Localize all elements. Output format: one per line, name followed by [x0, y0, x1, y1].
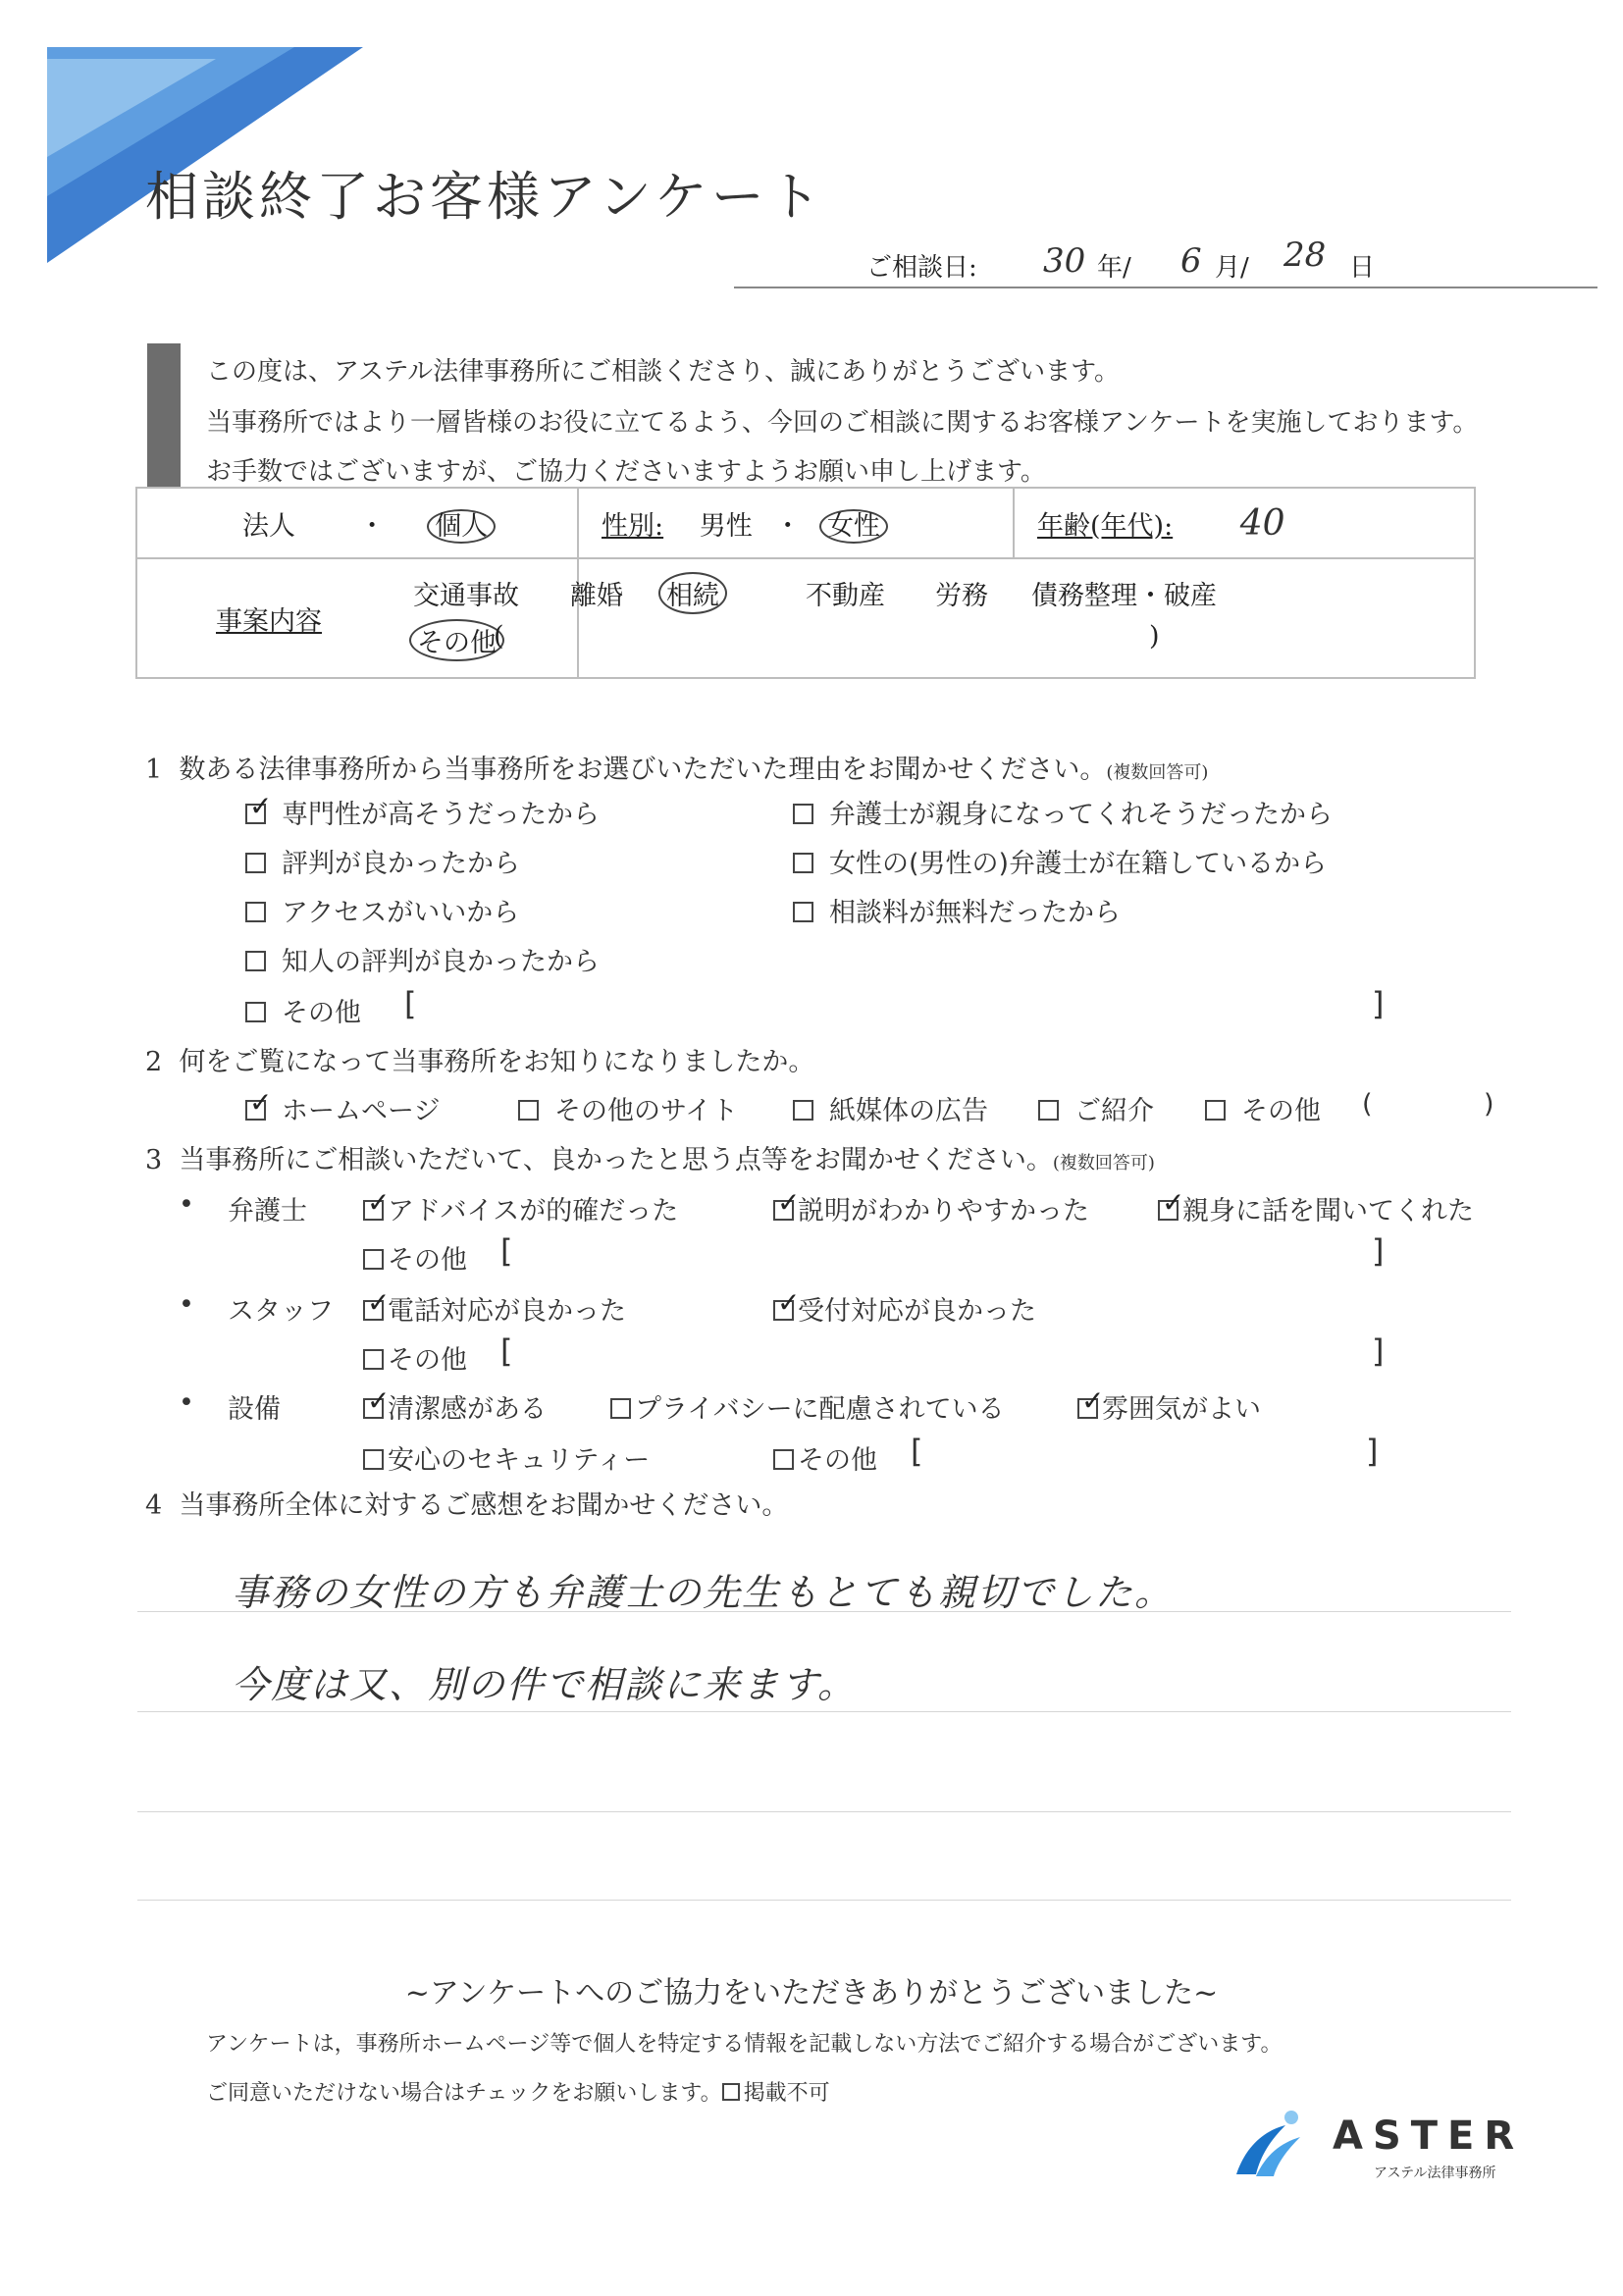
no-publish-checkbox[interactable] [722, 2083, 740, 2101]
logo-subtitle: アステル法律事務所 [1374, 2166, 1496, 2181]
q1-option-expertise[interactable]: ✓専門性が高そうだったから [245, 793, 600, 831]
checkbox[interactable] [245, 853, 266, 873]
checkbox[interactable] [793, 902, 813, 922]
date-year: 30 [1043, 241, 1086, 281]
checkbox[interactable] [245, 804, 266, 824]
checkbox[interactable] [363, 1200, 384, 1221]
aster-logo-icon [1227, 2106, 1315, 2184]
q1-option-gender-lawyer[interactable]: 女性の(男性の)弁護士が在籍しているから [793, 842, 1327, 880]
case-options-cell [413, 558, 1475, 678]
question-1 [145, 748, 1208, 786]
checkbox[interactable] [363, 1398, 384, 1419]
checkbox[interactable] [245, 1100, 266, 1121]
checkbox[interactable] [245, 1002, 266, 1022]
aster-logo [1227, 2106, 1550, 2184]
case-divorce[interactable]: 離婚 [570, 581, 623, 611]
date-month: 6 [1180, 241, 1202, 281]
age-label: 年齢(年代): [1037, 510, 1174, 542]
checkbox[interactable] [245, 951, 266, 971]
client-type-separator: ・ [358, 510, 386, 542]
question-1-text: 数ある法律事務所から当事務所をお選びいただいた理由をお聞かせください。 [179, 755, 1107, 785]
question-2 [145, 1040, 814, 1078]
checkbox[interactable] [793, 1100, 813, 1121]
comment-line-1: 事務の女性の方も弁護士の先生もとても親切でした。 [232, 1571, 1175, 1614]
case-label: 事案内容 [216, 605, 322, 637]
case-labor[interactable]: 労務 [935, 581, 988, 611]
footer-note-2: ご同意いただけない場合はチェックをお願いします。 [206, 2081, 722, 2106]
case-other-close: ) [1149, 621, 1160, 652]
gender-female[interactable]: 女性 [819, 509, 888, 544]
question-4 [145, 1484, 788, 1522]
question-4-number: 4 [145, 1490, 163, 1521]
q2-option-print-ad[interactable]: 紙媒体の広告 [793, 1089, 988, 1127]
q3-staff-phone[interactable]: ✓ 電話対応が良かった [363, 1289, 626, 1328]
case-inheritance[interactable]: 相続 [658, 572, 727, 614]
bullet: • [179, 1289, 194, 1320]
checkbox[interactable] [518, 1100, 539, 1121]
checkbox[interactable] [610, 1398, 631, 1419]
date-label: ご相談日: [866, 253, 977, 283]
question-1-number: 1 [145, 755, 163, 785]
comment-area[interactable] [137, 1527, 1511, 1917]
q3-lawyer-listened[interactable]: ✓ 親身に話を聞いてくれた [1158, 1189, 1474, 1227]
customer-info-table [135, 487, 1476, 679]
intro-accent-bar [147, 343, 181, 487]
question-4-text: 当事務所全体に対するご感想をお聞かせください。 [179, 1490, 789, 1521]
q3-facility-bracket-open: [ [911, 1433, 923, 1470]
date-year-unit: 年/ [1097, 253, 1131, 283]
checkbox[interactable] [363, 1449, 384, 1470]
q3-lawyer-accurate-advice[interactable]: ✓ アドバイスが的確だった [363, 1189, 678, 1227]
question-3-text: 当事務所にご相談いただいて、良かったと思う点等をお聞かせください。 [179, 1145, 1053, 1175]
gender-separator: ・ [774, 510, 802, 542]
q2-option-referral[interactable]: ご紹介 [1038, 1089, 1154, 1127]
case-real-estate[interactable]: 不動産 [806, 581, 885, 611]
intro-line-2: 当事務所ではより一層皆様のお役に立てるよう、今回のご相談に関するお客様アンケートを実施しております。 [206, 408, 1479, 438]
logo-name: ASTER [1333, 2113, 1525, 2159]
checkbox[interactable] [1038, 1100, 1059, 1121]
q1-option-acquaintance[interactable]: 知人の評判が良かったから [245, 940, 600, 978]
q3-staff-reception[interactable]: ✓ 受付対応が良かった [773, 1289, 1036, 1328]
client-type-corporate[interactable]: 法人 [242, 510, 295, 542]
intro-line-1: この度は、アステル法律事務所にご相談くださり、誠にありがとうございます。 [206, 357, 1121, 387]
question-2-text: 何をご覧になって当事務所をお知りになりましたか。 [179, 1047, 815, 1077]
page-title: 相談終了お客様アンケート [145, 166, 825, 228]
checkbox[interactable] [773, 1200, 794, 1221]
checkbox[interactable] [1205, 1100, 1226, 1121]
question-3-number: 3 [145, 1145, 163, 1175]
bullet: • [179, 1387, 194, 1418]
footer-note-1: アンケートは，事務所ホームページ等で個人を特定する情報を記載しない方法でご紹介する場合がございます。 [206, 2032, 1283, 2057]
q2-option-other-site[interactable]: その他のサイト [518, 1089, 738, 1127]
q1-option-free-consultation[interactable]: 相談料が無料だったから [793, 891, 1121, 929]
client-type-cell [136, 488, 578, 558]
case-other[interactable]: その他 [409, 619, 504, 661]
date-day-unit: 日 [1349, 253, 1376, 283]
checkbox[interactable] [773, 1300, 794, 1321]
q3-lawyer-other[interactable]: その他 [363, 1238, 467, 1277]
date-month-unit: 月/ [1215, 253, 1249, 283]
bullet: • [179, 1189, 194, 1220]
q3-facility-atmosphere[interactable]: ✓ 雰囲気がよい [1077, 1387, 1261, 1426]
q2-option-homepage[interactable]: ✓ホームページ [245, 1089, 440, 1127]
q1-option-other[interactable]: その他 [245, 991, 361, 1029]
checkbox[interactable] [363, 1300, 384, 1321]
question-3-note: (複数回答可) [1052, 1153, 1155, 1174]
gender-label: 性別: [602, 510, 664, 542]
question-1-note: (複数回答可) [1106, 762, 1209, 783]
no-publish-label: 掲載不可 [743, 2081, 830, 2106]
intro-line-3: お手数ではございますが、ご協力くださいますようお願い申し上げます。 [206, 457, 1046, 487]
checkbox[interactable] [245, 902, 266, 922]
checkbox[interactable] [1077, 1398, 1098, 1419]
checkbox[interactable] [773, 1449, 794, 1470]
case-debt-bankruptcy[interactable]: 債務整理・破産 [1031, 581, 1217, 611]
q1-option-access[interactable]: アクセスがいいから [245, 891, 519, 929]
age-cell [1014, 488, 1475, 558]
question-3 [145, 1138, 1155, 1176]
q3-staff-other[interactable]: その他 [363, 1338, 467, 1377]
gender-male[interactable]: 男性 [699, 510, 753, 542]
q3-facility-label: 設備 [228, 1394, 281, 1425]
checkbox[interactable] [363, 1349, 384, 1370]
age-value[interactable]: 40 [1239, 502, 1285, 544]
case-other-open: ( [494, 621, 504, 652]
date-day: 28 [1283, 235, 1327, 275]
client-type-individual[interactable]: 個人 [427, 509, 496, 544]
q3-lawyer-bracket-close: ] [1372, 1232, 1385, 1270]
q3-lawyer-clear-explanation[interactable]: ✓ 説明がわかりやすかった [773, 1189, 1089, 1227]
q1-option-reputation[interactable]: 評判が良かったから [245, 842, 520, 880]
checkbox[interactable] [363, 1249, 384, 1270]
q1-other-bracket-open: [ [404, 985, 417, 1022]
q2-other-paren-open: ( [1362, 1089, 1373, 1120]
gender-cell [578, 488, 1014, 558]
q1-other-bracket-close: ] [1372, 985, 1385, 1022]
q3-staff-bracket-close: ] [1372, 1332, 1385, 1370]
case-traffic-accident[interactable]: 交通事故 [413, 581, 519, 611]
question-2-number: 2 [145, 1047, 163, 1077]
checkbox[interactable] [793, 804, 813, 824]
q2-other-paren-close: ) [1484, 1089, 1494, 1120]
checkbox[interactable] [793, 853, 813, 873]
q3-lawyer-label: 弁護士 [228, 1196, 307, 1226]
q3-lawyer-bracket-open: [ [500, 1232, 513, 1270]
q3-staff-bracket-open: [ [500, 1332, 513, 1370]
comment-line-2: 今度は又、別の件で相談に来ます。 [232, 1663, 857, 1706]
q2-option-other[interactable]: その他 [1205, 1089, 1321, 1127]
q3-facility-other[interactable]: その他 [773, 1438, 877, 1477]
q3-facility-security[interactable]: 安心のセキュリティー [363, 1438, 650, 1477]
q3-staff-label: スタッフ [228, 1296, 334, 1327]
q3-facility-clean[interactable]: ✓ 清潔感がある [363, 1387, 547, 1426]
thanks-message: ~アンケートへのご協力をいただきありがとうございました~ [404, 1976, 1219, 2010]
q3-facility-bracket-close: ] [1366, 1433, 1379, 1470]
footer-note-2-row [206, 2076, 830, 2107]
q1-option-caring-lawyer[interactable]: 弁護士が親身になってくれそうだったから [793, 793, 1333, 831]
checkbox[interactable] [1158, 1200, 1178, 1221]
consultation-date [734, 235, 1597, 288]
q3-facility-privacy[interactable]: プライバシーに配慮されている [610, 1387, 1005, 1426]
